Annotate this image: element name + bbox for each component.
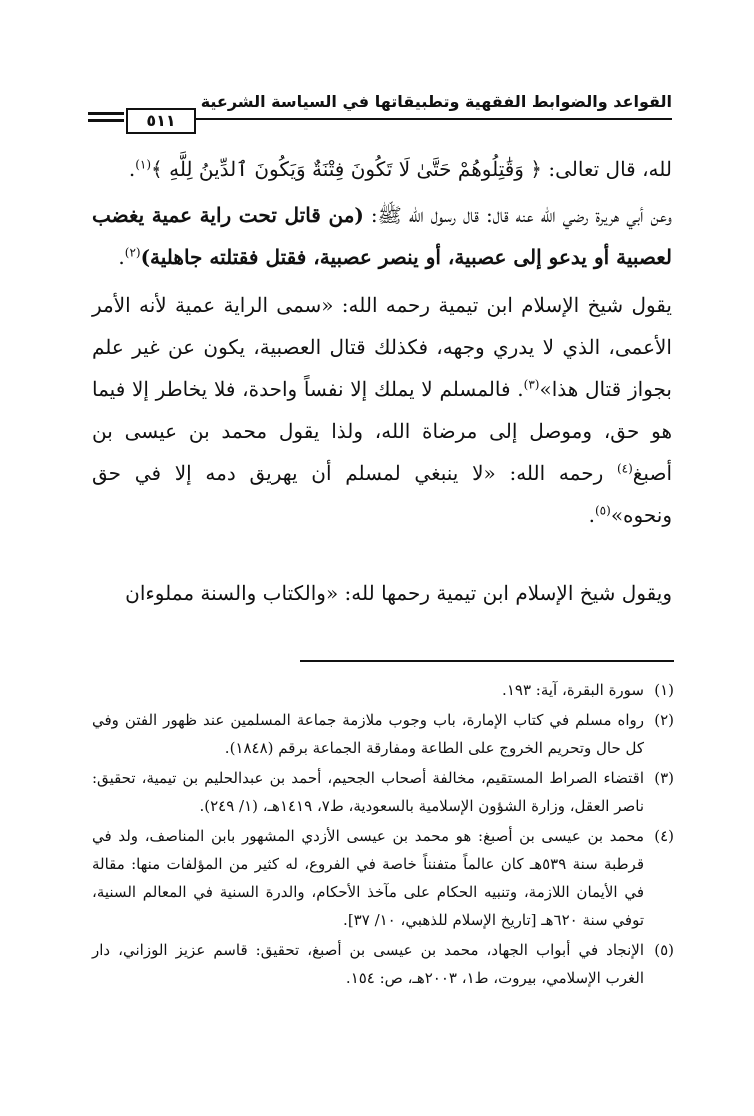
paragraph-2 <box>92 194 672 278</box>
footnote-text: رواه مسلم في كتاب الإمارة، باب وجوب ملازمة جماعة المسلمين عند ظهور الفتن وفي كل حال وتحريم الخروج على الطاعة ومفارقة الجماعة برقم (١٨٤٨). <box>92 711 644 757</box>
footnote-number: (٤) <box>654 827 674 845</box>
footnote-ref[interactable]: (٤) <box>616 461 633 476</box>
hadith-text: (من قاتل تحت راية عمية يغضب لعصبية أو يدعو إلى عصبية، أو ينصر عصبية، فقتل فقتلته جاهلية) <box>92 203 672 269</box>
footnote-ref[interactable]: (٢) <box>124 245 141 260</box>
footnote-number: (١) <box>654 681 674 699</box>
quran-verse: ﴿ وَقَٰتِلُوهُمْ حَتَّىٰ لَا تَكُونَ فِتْنَةٌ وَيَكُونَ ٱلدِّينُ لِلَّهِ ﴾ <box>151 157 543 181</box>
footnote-item <box>92 822 674 934</box>
paragraph-4 <box>92 572 672 614</box>
text-run: . فالمسلم لا يملك إلا نفساً واحدة، فلا يخاطر إلا فيما هو حق، وموصل إلى مرضاة الله، ولذا يقول محمد بن عيسى بن أصبغ <box>92 377 673 485</box>
footnote-number: (٢) <box>654 711 674 729</box>
paragraph-3 <box>92 284 672 536</box>
text-run: . <box>128 157 136 181</box>
running-title: القواعد والضوابط الفقهية وتطبيقاتها في السياسة الشرعية <box>200 92 672 111</box>
text-run: . <box>118 245 125 269</box>
main-text <box>92 148 672 614</box>
page-number: ٥١١ <box>126 108 196 134</box>
text-run: . <box>588 503 595 527</box>
footnote-text: الإنجاد في أبواب الجهاد، محمد بن عيسى بن أصبغ، تحقيق: قاسم عزيز الوزاني، دار الغرب الإسلامي، بيروت، ط١، ٢٠٠٣هـ، ص: ١٥٤. <box>92 941 644 987</box>
footnote-item <box>92 676 674 704</box>
footnote-item <box>92 764 674 820</box>
footnote-text: محمد بن عيسى بن أصبغ: هو محمد بن عيسى الأزدي المشهور بابن المناصف، ولد في قرطبة سنة ٥٣٩هـ كان عالماً متفنناً خاصة في الفروع، له كثير من المؤلفات منها: مقالة في الأيمان اللازمة، وتنبيه الحكام على مآخذ الأحكام، والدرة السنية في المعالم السنية، توفي سنة ٦٢٠هـ [تاريخ الإسلام للذهبي، ١٠/ ٣٧]. <box>92 827 644 929</box>
paragraph-gap <box>92 536 672 572</box>
footnotes <box>92 676 674 994</box>
footnote-item <box>92 936 674 992</box>
text-run: وعن أبي هريرة رضي الله عنه قال: قال رسول الله ﷺ: <box>363 203 672 227</box>
footnote-text: سورة البقرة، آية: ١٩٣. <box>502 681 644 699</box>
page-header <box>88 88 672 136</box>
text-run: ويقول شيخ الإسلام ابن تيمية رحمها لله: «والكتاب والسنة مملوءان <box>125 581 672 605</box>
footnote-ref[interactable]: (١) <box>135 157 152 172</box>
paragraph-1 <box>92 148 672 190</box>
header-rule <box>196 118 672 120</box>
footnote-ref[interactable]: (٥) <box>594 503 611 518</box>
footnote-number: (٥) <box>654 941 674 959</box>
header-ornament-lines <box>88 112 124 126</box>
text-run: يقول شيخ الإسلام ابن تيمية رحمه الله: «سمى الراية عمية لأنه الأمر الأعمى، الذي لا يدري وجهه، فكذلك قتال العصبية، يكون عن غير علم بجواز قتال هذا» <box>92 293 673 401</box>
text-run: رحمه الله: «لا ينبغي لمسلم أن يهريق دمه إلا في حق ونحوه» <box>92 461 672 527</box>
footnote-number: (٣) <box>654 769 674 787</box>
footnote-divider <box>300 660 674 662</box>
text-run: لله، قال تعالى: <box>542 157 672 181</box>
footnote-text: اقتضاء الصراط المستقيم، مخالفة أصحاب الجحيم، أحمد بن عبدالحليم بن تيمية، تحقيق: ناصر العقل، وزارة الشؤون الإسلامية بالسعودية، ط٧، ١٤١٩هـ، (١/ ٢٤٩). <box>92 769 644 815</box>
footnote-item <box>92 706 674 762</box>
footnote-ref[interactable]: (٣) <box>523 377 540 392</box>
